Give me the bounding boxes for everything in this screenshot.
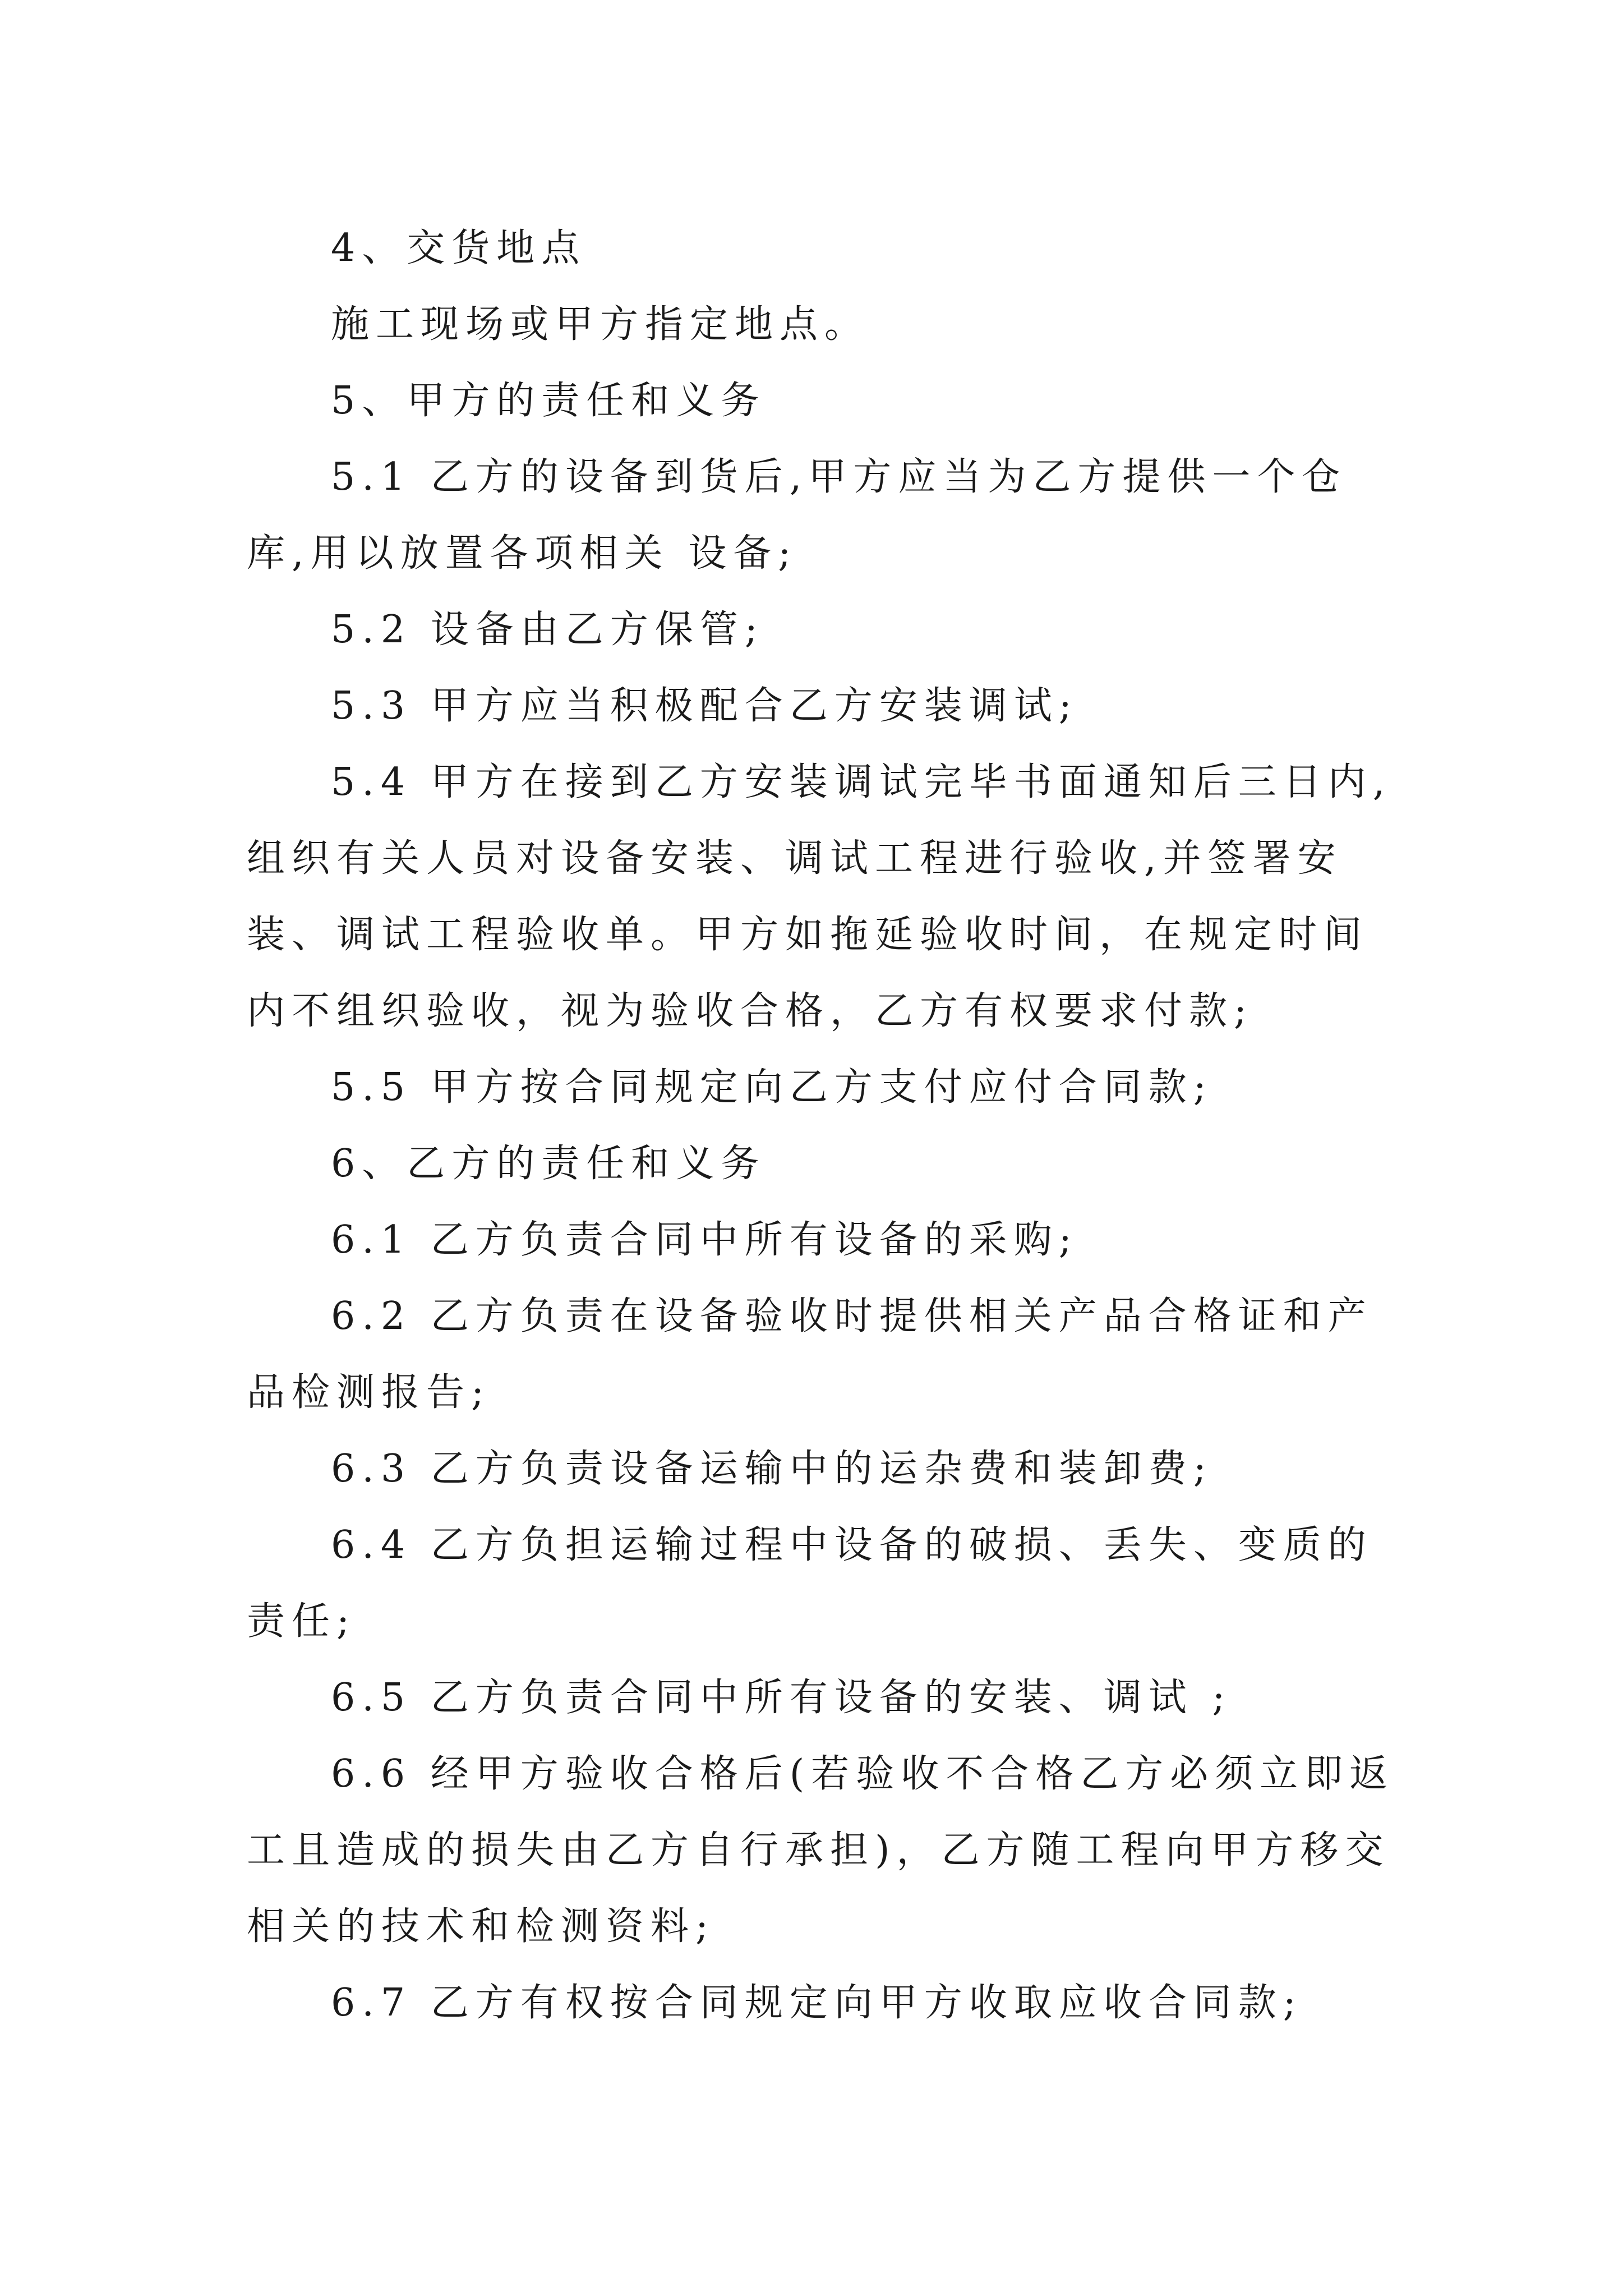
section-heading-delivery: 4、交货地点 <box>331 226 587 270</box>
clause-5-5: 5.5 甲方按合同规定向乙方支付应付合同款; <box>331 1065 1213 1110</box>
document-body <box>247 210 1396 2041</box>
section-heading-party-b: 6、乙方的责任和义务 <box>331 1142 766 1186</box>
section-heading-party-a: 5、甲方的责任和义务 <box>331 379 766 423</box>
clause-5-4: 5.4 甲方在接到乙方安装调试完毕书面通知后三日内,组织有关人员对设备安装、调试工程进行验收,并签署安装、调试工程验收单。甲方如拖延验收时间，在规定时间内不组织验收，视为验收合格，乙方有权要求付款; <box>247 760 1392 1033</box>
clause-5-2: 5.2 设备由乙方保管; <box>331 608 764 652</box>
clause-5-1: 5.1 乙方的设备到货后,甲方应当为乙方提供一个仓库,用以放置各项相关 设备; <box>247 455 1347 576</box>
clause-6-4: 6.4 乙方负担运输过程中设备的破损、丢失、变质的责任; <box>247 1523 1373 1644</box>
clause-6-6: 6.6 经甲方验收合格后(若验收不合格乙方必须立即返工且造成的损失由乙方自行承担)，乙方随工程向甲方移交相关的技术和检测资料; <box>247 1752 1395 1949</box>
clause-6-2: 6.2 乙方负责在设备验收时提供相关产品合格证和产品检测报告; <box>247 1294 1373 1415</box>
clause-6-1: 6.1 乙方负责合同中所有设备的采购; <box>331 1218 1078 1262</box>
clause-6-7: 6.7 乙方有权按合同规定向甲方收取应收合同款; <box>331 1981 1303 2025</box>
clause-6-3: 6.3 乙方负责设备运输中的运杂费和装卸费; <box>331 1447 1213 1491</box>
paragraph-delivery-location: 施工现场或甲方指定地点。 <box>331 302 870 347</box>
clause-6-5: 6.5 乙方负责合同中所有设备的安装、调试 ; <box>331 1676 1232 1720</box>
clause-5-3: 5.3 甲方应当积极配合乙方安装调试; <box>331 684 1078 728</box>
